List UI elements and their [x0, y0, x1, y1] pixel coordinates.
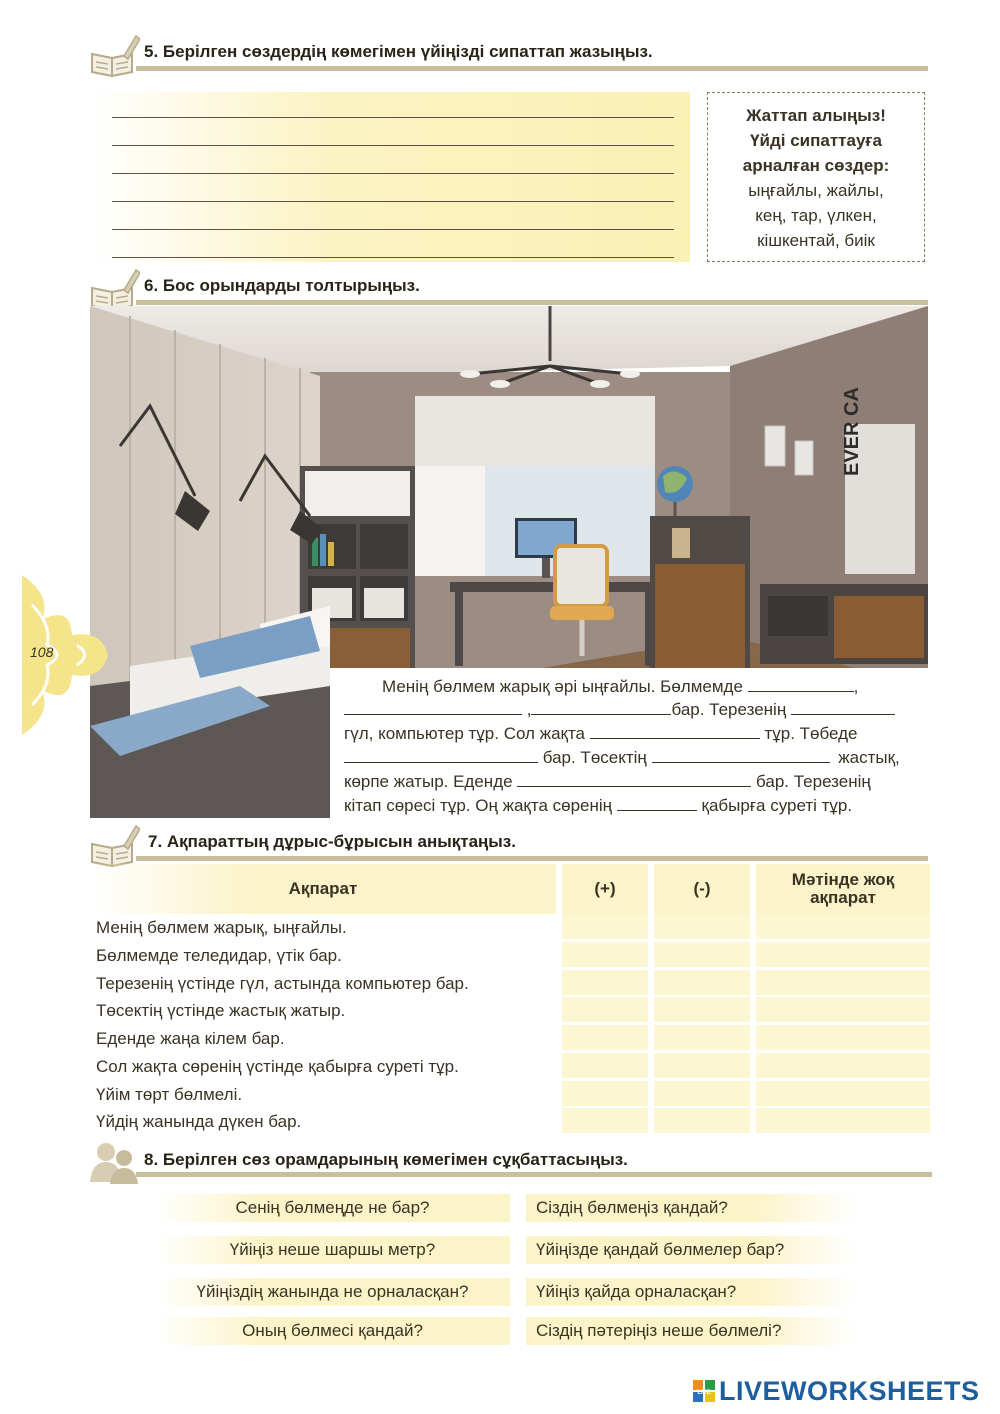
- task7-rule: [136, 856, 928, 861]
- task8-title: 8. Берілген сөз орамдарының көмегімен сұқбаттасыңыз.: [144, 1150, 628, 1169]
- fill-text-3b: тұр. Төбеде: [764, 724, 858, 743]
- table-row: [90, 942, 930, 969]
- phrase-right-1: Сіздің бөлмеңіз қандай?: [526, 1194, 856, 1222]
- header-info: [90, 864, 556, 914]
- table-row: [90, 970, 930, 997]
- header-info-label: Ақпарат: [288, 879, 358, 898]
- plus-cell[interactable]: [562, 1081, 648, 1106]
- phrase-right-2: Үйіңізде қандай бөлмелер бар?: [526, 1236, 856, 1264]
- fill-text-6a: кітап сөресі тұр. Оң жақта сөренің: [344, 796, 613, 815]
- statement-text: Менің бөлмем жарық, ыңғайлы.: [96, 918, 347, 937]
- header-plus-label: (+): [594, 879, 616, 898]
- blank-7[interactable]: [652, 749, 830, 763]
- minus-cell[interactable]: [654, 997, 750, 1022]
- fill-line-1: [382, 677, 858, 697]
- fill-text-2a: ,: [526, 700, 532, 719]
- vocab-words-3: кішкентай, биік: [757, 231, 875, 250]
- fill-text-2b: бар. Терезенің: [671, 700, 787, 719]
- task8-rule: [136, 1172, 932, 1177]
- statement-text: Терезенің үстінде гүл, астында компьютер бар.: [96, 974, 469, 993]
- phrase-right-3: Үйіңіз қайда орналасқан?: [526, 1278, 856, 1306]
- book-pencil-icon: [88, 822, 140, 868]
- fill-line-5: [344, 772, 871, 792]
- fill-line-2: [344, 700, 895, 720]
- vocab-words-1: ыңғайлы, жайлы,: [748, 181, 884, 200]
- blank-4[interactable]: [791, 701, 895, 715]
- phrase-left-3: Үйіңіздің жанында не орналасқан?: [155, 1278, 510, 1306]
- statement-text: Үйдің жанында дүкен бар.: [96, 1112, 302, 1131]
- task7-title: 7. Ақпараттың дұрыс-бұрысын анықтаңыз.: [148, 832, 516, 851]
- vocab-heading-2: Үйді сипаттауға: [750, 131, 882, 150]
- blank-5[interactable]: [590, 725, 760, 739]
- minus-cell[interactable]: [654, 1108, 750, 1133]
- blank-2[interactable]: [344, 701, 522, 715]
- blank-1[interactable]: [748, 678, 854, 692]
- blank-8[interactable]: [517, 773, 751, 787]
- minus-cell[interactable]: [654, 1053, 750, 1078]
- table-row: [90, 1108, 930, 1135]
- page-number: 108: [30, 644, 54, 660]
- minus-cell[interactable]: [654, 1081, 750, 1106]
- not-in-text-cell[interactable]: [756, 1025, 930, 1050]
- phrase-left-2: Үйіңіз неше шаршы метр?: [155, 1236, 510, 1264]
- phrase-left-1: Сенің бөлмеңде не бар?: [155, 1194, 510, 1222]
- dialogue-people-icon: [88, 1138, 140, 1184]
- vocab-words-2: кең, тар, үлкен,: [755, 206, 877, 225]
- minus-cell[interactable]: [654, 914, 750, 939]
- header-not-in-text-line1: Мәтінде жоқ: [791, 870, 895, 889]
- minus-cell[interactable]: [654, 942, 750, 967]
- fill-in-text: [330, 668, 930, 820]
- fill-text-1a: Менің бөлмем жарық әрі ыңғайлы. Бөлмемде: [382, 677, 743, 696]
- fill-line-3: [344, 724, 858, 744]
- blank-9[interactable]: [617, 797, 697, 811]
- fill-text-1b: ,: [853, 677, 859, 696]
- liveworksheets-wordmark: LIVEWORKSHEETS: [719, 1375, 980, 1406]
- plus-cell[interactable]: [562, 1025, 648, 1050]
- plus-cell[interactable]: [562, 1108, 648, 1133]
- not-in-text-cell[interactable]: [756, 997, 930, 1022]
- book-pencil-icon: [88, 32, 140, 78]
- plus-cell[interactable]: [562, 997, 648, 1022]
- writing-line[interactable]: [112, 257, 674, 258]
- header-not-in-text-line2: ақпарат: [810, 888, 876, 907]
- not-in-text-cell[interactable]: [756, 914, 930, 939]
- not-in-text-cell[interactable]: [756, 1053, 930, 1078]
- vocab-heading-3: арналған сөздер:: [742, 156, 890, 175]
- liveworksheets-logo[interactable]: [693, 1376, 980, 1406]
- statement-text: Бөлмемде теледидар, үтік бар.: [96, 946, 342, 965]
- not-in-text-cell[interactable]: [756, 942, 930, 967]
- task6-rule: [136, 300, 928, 305]
- fill-text-5b: бар. Терезенің: [756, 772, 871, 791]
- vocabulary-box: [707, 92, 925, 262]
- minus-cell[interactable]: [654, 970, 750, 995]
- fill-line-4: [344, 748, 900, 768]
- plus-cell[interactable]: [562, 1053, 648, 1078]
- plus-cell[interactable]: [562, 970, 648, 995]
- phrase-left-4: Оның бөлмесі қандай?: [155, 1317, 510, 1345]
- fill-line-6: [344, 796, 852, 816]
- task5-writing-area[interactable]: [90, 92, 690, 262]
- statement-text: Үйім төрт бөлмелі.: [96, 1085, 243, 1104]
- fill-text-5a: көрпе жатыр. Еденде: [344, 772, 513, 791]
- task5-title: 5. Берілген сөздердің көмегімен үйіңізді сипаттап жазыңыз.: [144, 42, 653, 61]
- fill-text-4b: жастық,: [838, 748, 900, 767]
- header-minus-label: (-): [693, 879, 711, 898]
- table-row: [90, 1053, 930, 1080]
- table-row: [90, 1025, 930, 1052]
- fill-text-4a: бар. Төсектің: [542, 748, 647, 767]
- phrase-right-4: Сіздің пәтеріңіз неше бөлмелі?: [526, 1317, 856, 1345]
- logo-mark-text: LIVE: [697, 1390, 711, 1396]
- writing-line[interactable]: [112, 201, 674, 202]
- statement-text: Сол жақта сөренің үстінде қабырға суреті тұр.: [96, 1057, 459, 1076]
- table-row: [90, 914, 930, 941]
- blank-3[interactable]: [531, 701, 671, 715]
- plus-cell[interactable]: [562, 942, 648, 967]
- fill-text-6b: қабырға суреті тұр.: [701, 796, 853, 815]
- writing-line[interactable]: [112, 117, 674, 118]
- vocab-heading-1: Жаттап алыңыз!: [746, 106, 886, 125]
- header-plus: [562, 864, 648, 914]
- not-in-text-cell[interactable]: [756, 1081, 930, 1106]
- task6-title: 6. Бос орындарды толтырыңыз.: [144, 276, 420, 295]
- writing-line[interactable]: [112, 145, 674, 146]
- blank-6[interactable]: [344, 749, 538, 763]
- header-minus: [654, 864, 750, 914]
- not-in-text-cell[interactable]: [756, 970, 930, 995]
- writing-line[interactable]: [112, 229, 674, 230]
- table-row: [90, 997, 930, 1024]
- task5-rule: [136, 66, 928, 71]
- plus-cell[interactable]: [562, 914, 648, 939]
- writing-line[interactable]: [112, 173, 674, 174]
- poster-text: EVER CA: [841, 387, 863, 476]
- table-row: [90, 1081, 930, 1108]
- liveworksheets-mark-icon: [693, 1380, 715, 1402]
- statement-text: Төсектің үстінде жастық жатыр.: [96, 1001, 346, 1020]
- fill-text-3a: гүл, компьютер тұр. Сол жақта: [344, 724, 586, 743]
- minus-cell[interactable]: [654, 1025, 750, 1050]
- statement-text: Еденде жаңа кілем бар.: [96, 1029, 285, 1048]
- header-not-in-text: [756, 864, 930, 914]
- not-in-text-cell[interactable]: [756, 1108, 930, 1133]
